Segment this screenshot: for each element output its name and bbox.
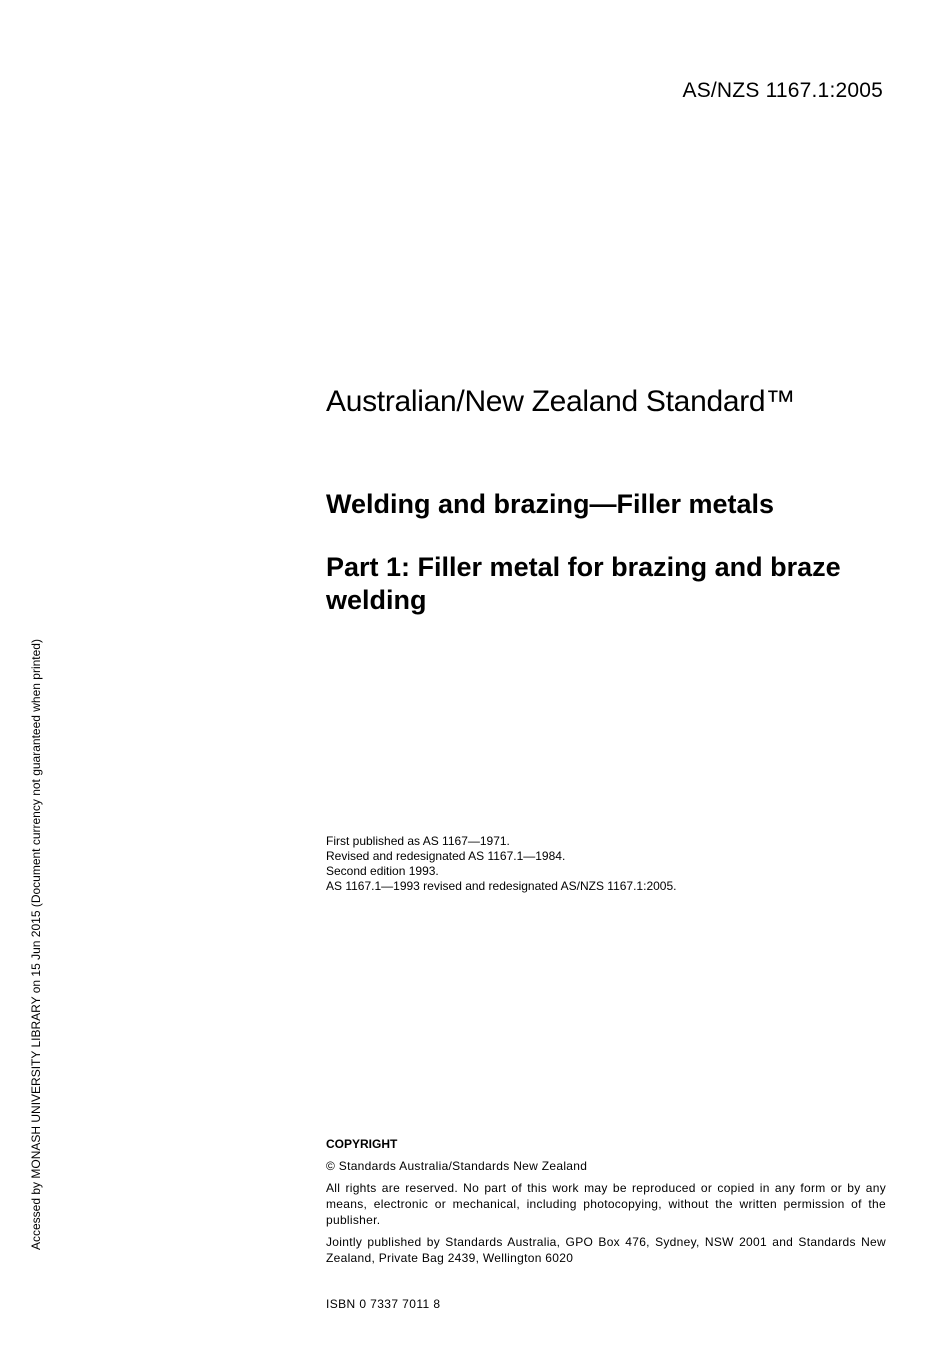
copyright-owner: © Standards Australia/Standards New Zealand (326, 1159, 588, 1173)
history-line: Second edition 1993. (326, 864, 439, 878)
copyright-block (326, 1136, 886, 1272)
history-line: AS 1167.1—1993 revised and redesignated AS/NZS 1167.1:2005. (326, 879, 677, 893)
history-line: Revised and redesignated AS 1167.1—1984. (326, 849, 566, 863)
copyright-rights: All rights are reserved. No part of this work may be reproduced or copied in any form or by any means, electronic or mechanical, including photocopying, without the written permission of the publisher. (326, 1181, 886, 1227)
publication-history (326, 834, 676, 894)
copyright-publisher: Jointly published by Standards Australia, GPO Box 476, Sydney, NSW 2001 and Standards New Zealand, Private Bag 2439, Wellington 6020 (326, 1235, 886, 1265)
access-side-note: Accessed by MONASH UNIVERSITY LIBRARY on 15 Jun 2015 (Document currency not guaranteed when printed) (29, 639, 43, 1250)
series-title: Australian/New Zealand Standard™ (326, 385, 795, 418)
part-title: Part 1: Filler metal for brazing and braze welding (326, 552, 841, 615)
main-title: Welding and brazing—Filler metals (326, 489, 775, 519)
isbn: ISBN 0 7337 7011 8 (326, 1297, 441, 1311)
history-line: First published as AS 1167—1971. (326, 834, 510, 848)
copyright-heading: COPYRIGHT (326, 1137, 398, 1151)
standard-number: AS/NZS 1167.1:2005 (682, 79, 883, 102)
